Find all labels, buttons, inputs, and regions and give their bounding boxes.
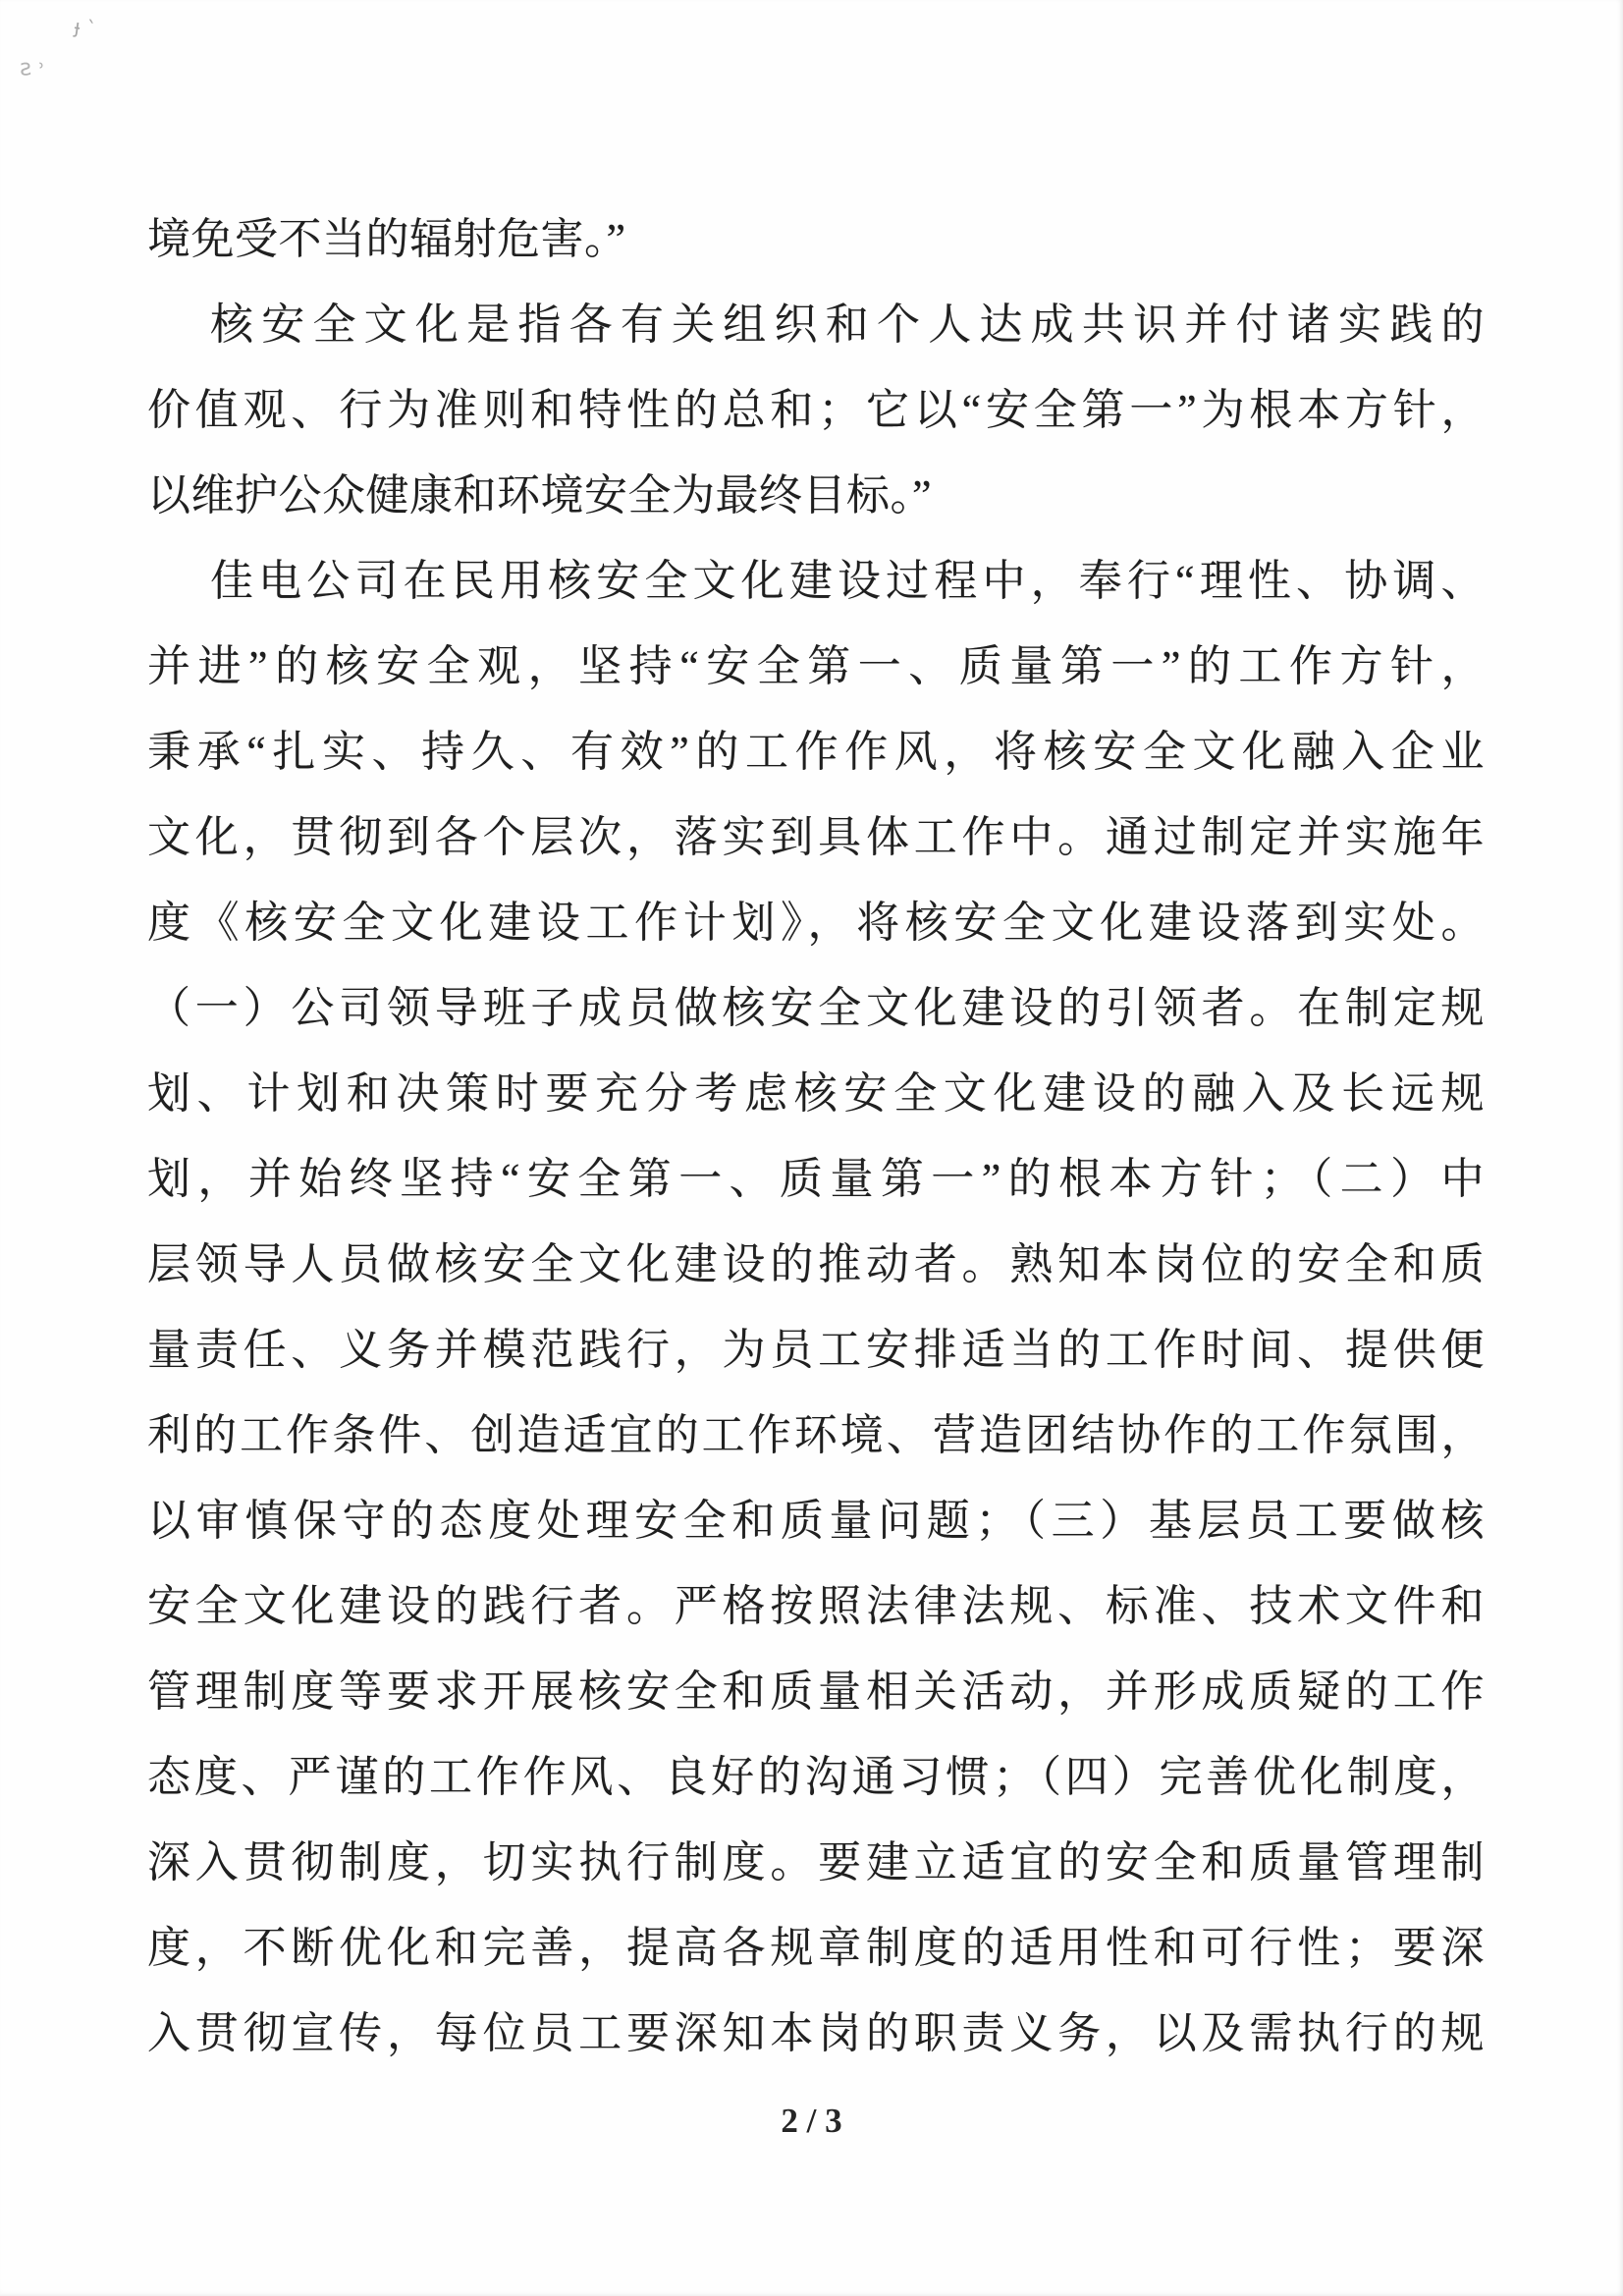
document-line: 以维护公众健康和环境安全为最终目标。”: [147, 471, 933, 519]
document-line: 利的工作条件、创造适宜的工作环境、营造团结协作的工作氛围，: [147, 1411, 1485, 1459]
document-line: 核安全文化是指各有关组织和个人达成共识并付诸实践的: [210, 301, 1485, 349]
page-number: 2 / 3: [781, 2102, 842, 2140]
document-line: 文化，贯彻到各个层次，落实到具体工作中。通过制定并实施年: [147, 813, 1485, 861]
document-line: 境免受不当的辐射危害。”: [147, 215, 626, 263]
document-line: 量责任、义务并模范践行，为员工安排适当的工作时间、提供便: [147, 1326, 1485, 1374]
pencil-stray-mark-top: ɟ ˋ: [73, 14, 98, 41]
document-line: 划、计划和决策时要充分考虑核安全文化建设的融入及长远规: [147, 1069, 1485, 1118]
pencil-stray-mark-left: ƨ ˒: [19, 54, 47, 82]
document-line: 秉承“扎实、持久、有效”的工作作风，将核安全文化融入企业: [147, 728, 1485, 776]
document-body: [147, 196, 1485, 2076]
document-line: 度，不断优化和完善，提高各规章制度的适用性和可行性；要深: [147, 1924, 1485, 1972]
document-line: 深入贯彻制度，切实执行制度。要建立适宜的安全和质量管理制: [147, 1838, 1485, 1886]
document-line: 以审慎保守的态度处理安全和质量问题；（三）基层员工要做核: [147, 1497, 1485, 1545]
document-line: 管理制度等要求开展核安全和质量相关活动，并形成质疑的工作: [147, 1667, 1485, 1716]
document-line: 层领导人员做核安全文化建设的推动者。熟知本岗位的安全和质: [147, 1240, 1485, 1288]
document-line: 态度、严谨的工作作风、良好的沟通习惯；（四）完善优化制度，: [147, 1753, 1485, 1801]
document-line: 价值观、行为准则和特性的总和；它以“安全第一”为根本方针，: [147, 386, 1485, 434]
document-line: 入贯彻宣传，每位员工要深知本岗的职责义务，以及需执行的规: [147, 2009, 1485, 2057]
document-line: 并进”的核安全观，坚持“安全第一、质量第一”的工作方针，: [147, 642, 1485, 690]
document-line: 度《核安全文化建设工作计划》，将核安全文化建设落到实处。: [147, 899, 1485, 947]
document-line: （一）公司领导班子成员做核安全文化建设的引领者。在制定规: [147, 984, 1485, 1032]
document-line: 划，并始终坚持“安全第一、质量第一”的根本方针；（二）中: [147, 1155, 1485, 1203]
document-line: 安全文化建设的践行者。严格按照法律法规、标准、技术文件和: [147, 1582, 1485, 1630]
document-line: 佳电公司在民用核安全文化建设过程中，奉行“理性、协调、: [210, 557, 1485, 605]
